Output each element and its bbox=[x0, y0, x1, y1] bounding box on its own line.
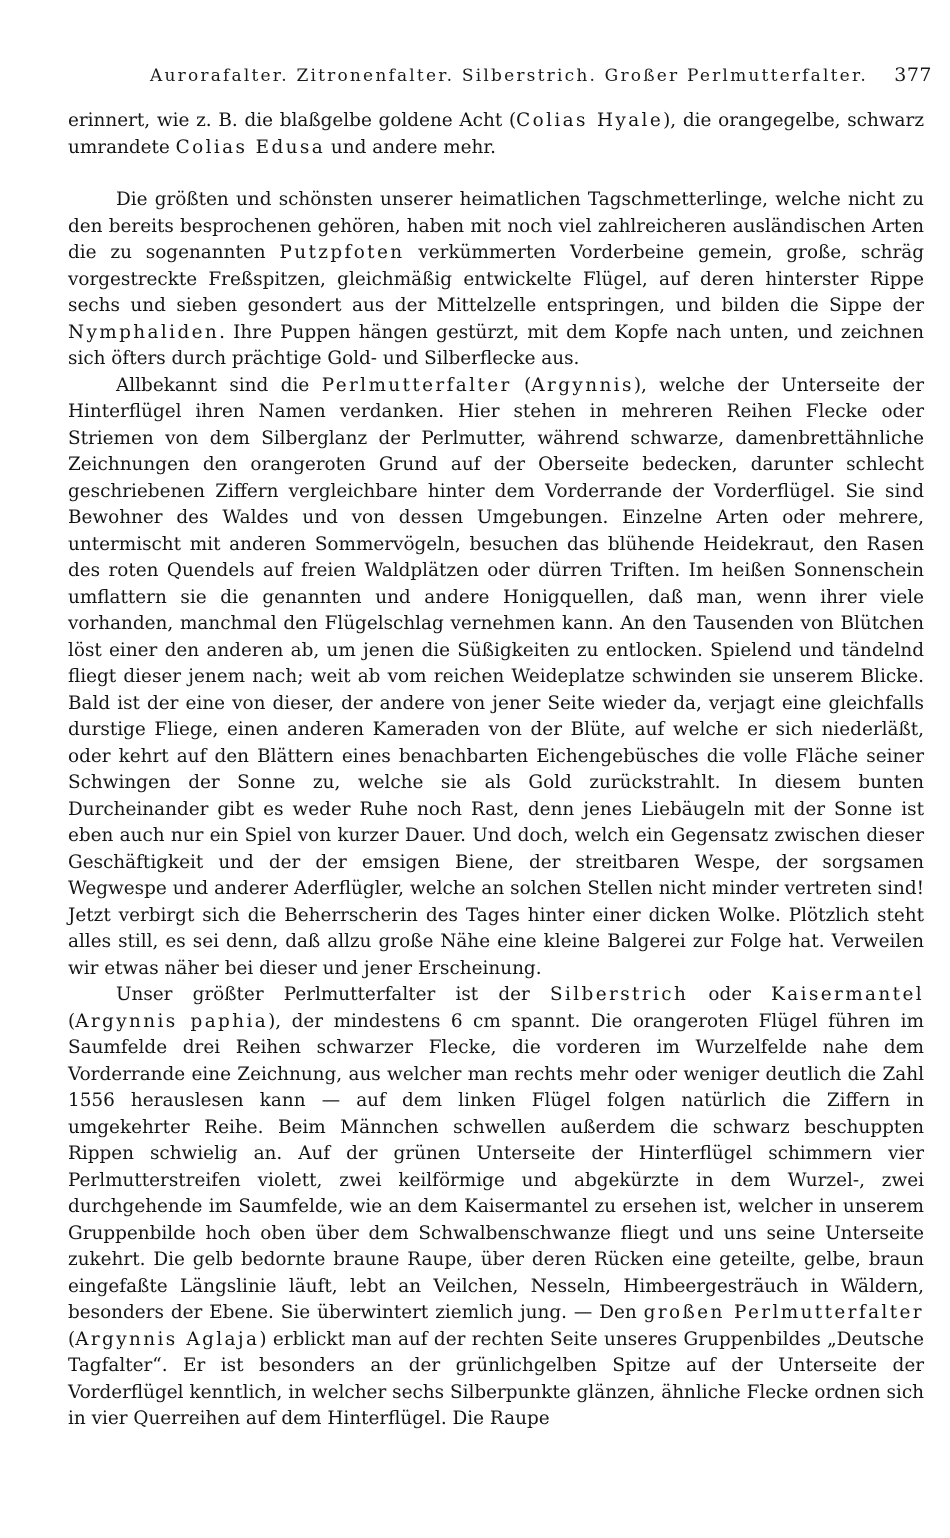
text-run: Allbekannt sind die bbox=[116, 374, 322, 396]
text-run: ( bbox=[511, 374, 532, 396]
page-number: 377 bbox=[894, 64, 932, 86]
text-run: Unser größter Perlmutterfalter ist der bbox=[116, 984, 550, 1005]
spaced-term: Silberstrich bbox=[549, 984, 689, 1005]
paragraph-continuation bbox=[68, 108, 924, 161]
paragraph-silberstrich bbox=[68, 982, 924, 1433]
text-run: . Ihre Puppen hängen gestürzt, mit dem Kopfe nach unten, und zeichnen sich öfters durch prächtige Gold- und Silberflecke aus. bbox=[68, 321, 924, 369]
latin-name: Colias Hyale bbox=[516, 110, 664, 131]
spaced-term: Nymphaliden bbox=[68, 321, 220, 343]
text-run: ), die orangegelbe, schwarz umrandete bbox=[68, 110, 925, 158]
text-run: verkümmerten Vorderbeine gemein, große, schräg vorgestreckte Freßspitzen, gleichmäßig entwickelte Flügel, auf deren hinterster Rippe sechs und sieben gesondert aus der Mittelzelle entspringen, und bilden die Sippe der bbox=[68, 242, 925, 316]
text-run: ( bbox=[68, 1328, 76, 1350]
spaced-term: Perlmutterfalter bbox=[321, 374, 512, 396]
text-run: ), der mindestens 6 cm spannt. Die orangeroten Flügel führen im Saumfelde drei Reihen schwarzer Flecke, die vorderen im Wurzelfelde nahe dem Vorderrande eine Zeichnung, aus welcher man rechts mehr oder weniger deutlich die Zahl 1556 herauslesen kann — auf dem linken Flügel folgen natürlich die Ziffern in umgekehrter Reihe. Beim Männchen schwellen außerdem die schwarz beschuppten Rippen schwielig an. Auf der grünen Unterseite der Hinterflügel schimmern vier Perlmutterstreifen violett, zwei keilförmige und abgekürzte in dem Wurzel-, zwei durchgehende im Saumfelde, wie an dem Kaisermantel zu ersehen ist, welcher in unserem Gruppenbilde hoch oben über dem Schwalbenschwanze fliegt und uns seine Unterseite zukehrt. Die gelb bedornte braune Raupe, über deren Rücken eine geteilte, gelbe, braun eingefaßte Längslinie läuft, lebt an Veilchen, Nesseln, Himbeergesträuch in Wäldern, besonders der Ebene. Sie überwintert ziemlich jung. — Den bbox=[68, 1010, 924, 1323]
paragraph-perlmutterfalter bbox=[68, 373, 924, 983]
spaced-term: großen Perlmutterfalter bbox=[643, 1302, 924, 1323]
text-run: ( bbox=[68, 1010, 76, 1032]
text-run: oder bbox=[688, 984, 772, 1005]
running-head-title: Aurorafalter. Zitronenfalter. Silberstrich. Großer Perlmutterfalter. bbox=[150, 66, 869, 86]
text-run: und andere mehr. bbox=[325, 136, 496, 158]
latin-name: Argynnis paphia bbox=[75, 1010, 269, 1032]
running-head bbox=[150, 62, 940, 94]
latin-name: Argynnis Aglaja bbox=[75, 1328, 260, 1350]
spaced-term: Kaisermantel bbox=[771, 984, 925, 1005]
text-run: ), welche der Unterseite der Hinterflügel ihren Namen verdanken. Hier stehen in mehreren Reihen Flecke oder Striemen von dem Silberglanz der Perlmutter, während schwarze, damenbrettähnliche Zeichnungen den orangeroten Grund auf der Oberseite bedecken, darunter schlecht geschriebenen Ziffern vergleichbare hinter dem Vorderrande der Vorderflügel. Sie sind Bewohner des Waldes und von dessen Umgebungen. Einzelne Arten oder mehrere, untermischt mit anderen Sommervögeln, besuchen das blühende Heidekraut, den Rasen des roten Quendels auf freien Waldplätzen oder dürren Triften. Im heißen Sonnenschein umflattern sie die genannten und andere Honigquellen, daß man, wenn ihrer viele vorhanden, manchmal den Flügelschlag vernehmen kann. An den Tausenden von Blütchen löst einer den anderen ab, um jenen die Süßigkeiten zu entlocken. Spielend und tändelnd fliegt dieser jenem nach; weit ab vom reichen Weideplatze schwinden sie unserem Blicke. Bald ist der eine von dieser, der andere von jener Seite wieder da, verjagt eine gleichfalls durstige Fliege, einen anderen Kameraden von der Blüte, auf welche er sich niederläßt, oder kehrt auf den Blättern eines benachbarten Eichengebüsches die volle Fläche seiner Schwingen der Sonne zu, welche sie als Gold zurückstrahlt. In diesem bunten Durcheinander gibt es weder Ruhe noch Rast, denn jenes Liebäugeln mit der Sonne ist eben auch nur ein Spiel von kurzer Dauer. Und doch, welch ein Gegensatz zwischen dieser Geschäftigkeit und der der emsigen Biene, der streitbaren Wespe, der sorgsamen Wegwespe und anderer Aderflügler, welche an solchen Stellen nicht minder vertreten sind! Jetzt verbirgt sich die Beherrscherin des Tages hinter einer dicken Wolke. Plötzlich steht alles still, es sei denn, daß allzu große Nähe eine kleine Balgerei zur Folge hat. Verweilen wir etwas näher bei dieser und jener Erscheinung. bbox=[68, 374, 924, 979]
text-run: ) erblickt man auf der rechten Seite unseres Gruppenbildes „Deutsche Tagfalter“. Er ist besonders an der grünlichgelben Spitze auf der Unterseite der Vorderflügel kenntlich, in welcher sechs Silberpunkte glänzen, ähnliche Flecke ordnen sich in vier Querreihen auf dem Hinterflügel. Die Raupe bbox=[68, 1328, 924, 1429]
body-text bbox=[68, 108, 924, 1433]
text-run: Die größten und schönsten unserer heimatlichen Tagschmetterlinge, welche nicht zu den bereits besprochenen gehören, haben mit noch viel zahlreicheren ausländischen Arten die zu sogenannten bbox=[68, 189, 924, 263]
text-run: erinnert, wie z. B. die blaßgelbe goldene Acht ( bbox=[68, 110, 517, 131]
latin-name: Argynnis bbox=[531, 374, 634, 396]
paragraph-nymphaliden bbox=[68, 187, 924, 373]
spaced-term: Putzpfoten bbox=[279, 242, 405, 263]
latin-name: Colias Edusa bbox=[175, 136, 326, 158]
